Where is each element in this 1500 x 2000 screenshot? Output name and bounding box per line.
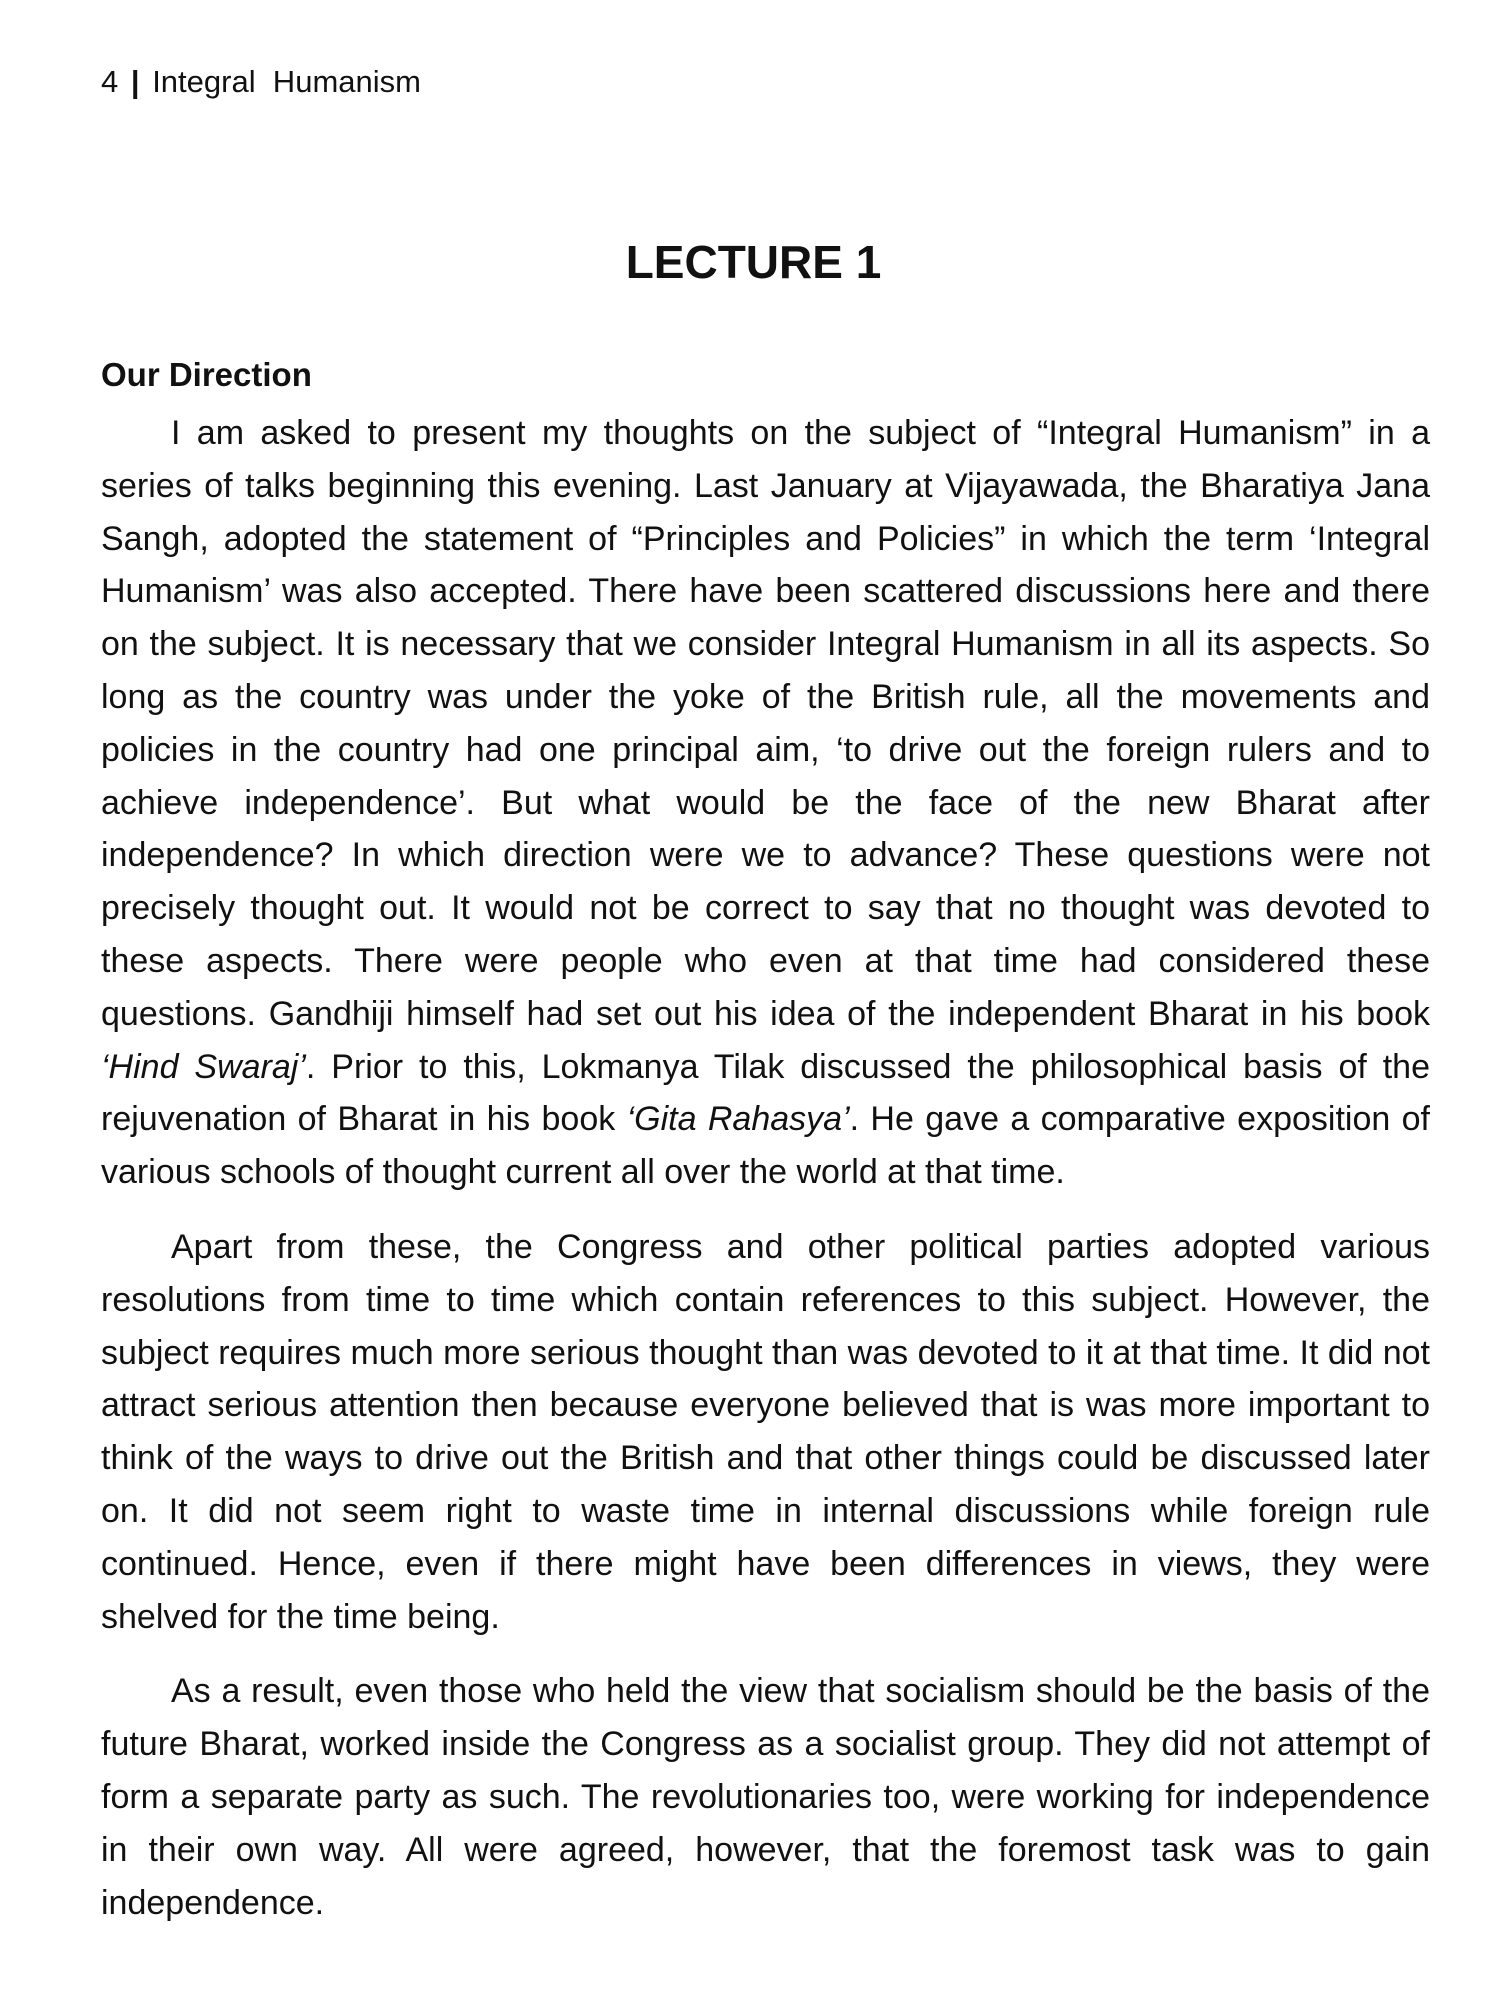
paragraph-1-text-b: . Prior to this, Lokmanya Tilak discussed the philosophical basis of the rejuvenation of Bharat in his book [101,1047,1431,1139]
paragraph-1-text-a: I am asked to present my thoughts on the subject of “Integral Humanism” in a series of talks beginning this evening. Last January at Vijayawada, the Bharatiya Jana Sangh, adopted the statement of “Principles and Policies” in which the term ‘Integral Humanism’ was also accepted. There have been scattered discussions here and there on the subject. It is necessary that we consider Integral Humanism in all its aspects. So long as the country was under the yoke of the British rule, all the movements and policies in the country had one principal aim, ‘to drive out the foreign rulers and to achieve independence’. But what would be the face of the new Bharat after independence? In which direction were we to advance? These questions were not precisely thought out. It would not be correct to say that no thought was devoted to these aspects. There were people who even at that time had considered these questions. Gandhiji himself had set out his idea of the independent Bharat in his book [101,414,1430,1033]
running-header [101,62,1430,102]
header-separator: | [130,64,140,99]
section-heading: Our Direction [101,356,312,393]
book-title-gita-rahasya: ‘Gita Rahasya’ [626,1100,850,1139]
book-title: Integral Humanism [152,64,421,99]
paragraph-1-text-c: . He gave a comparative exposition of various schools of thought current all over the world at that time. [101,1100,1430,1192]
book-title-hind-swaraj: ‘Hind Swaraj’ [101,1047,306,1086]
lecture-title: LECTURE 1 [625,236,882,288]
page-number: 4 [101,64,119,99]
paragraph-3: As a result, even those who held the view that socialism should be the basis of the future Bharat, worked inside the Congress as a socialist group. They did not attempt of form a separate party as such. The revolutionaries too, were working for independence in their own way. All were agreed, however, that the foremost task was to gain independence. [101,1672,1430,1922]
paragraph-2: Apart from these, the Congress and other political parties adopted various resolutions from time to time which contain references to this subject. However, the subject requires much more serious thought than was devoted to it at that time. It did not attract serious attention then because everyone believed that is was more important to think of the ways to drive out the British and that other things could be discussed later on. It did not seem right to waste time in internal discussions while foreign rule continued. Hence, even if there might have been differences in views, they were shelved for the time being. [101,1227,1430,1636]
paragraph-1 [101,407,1430,1199]
